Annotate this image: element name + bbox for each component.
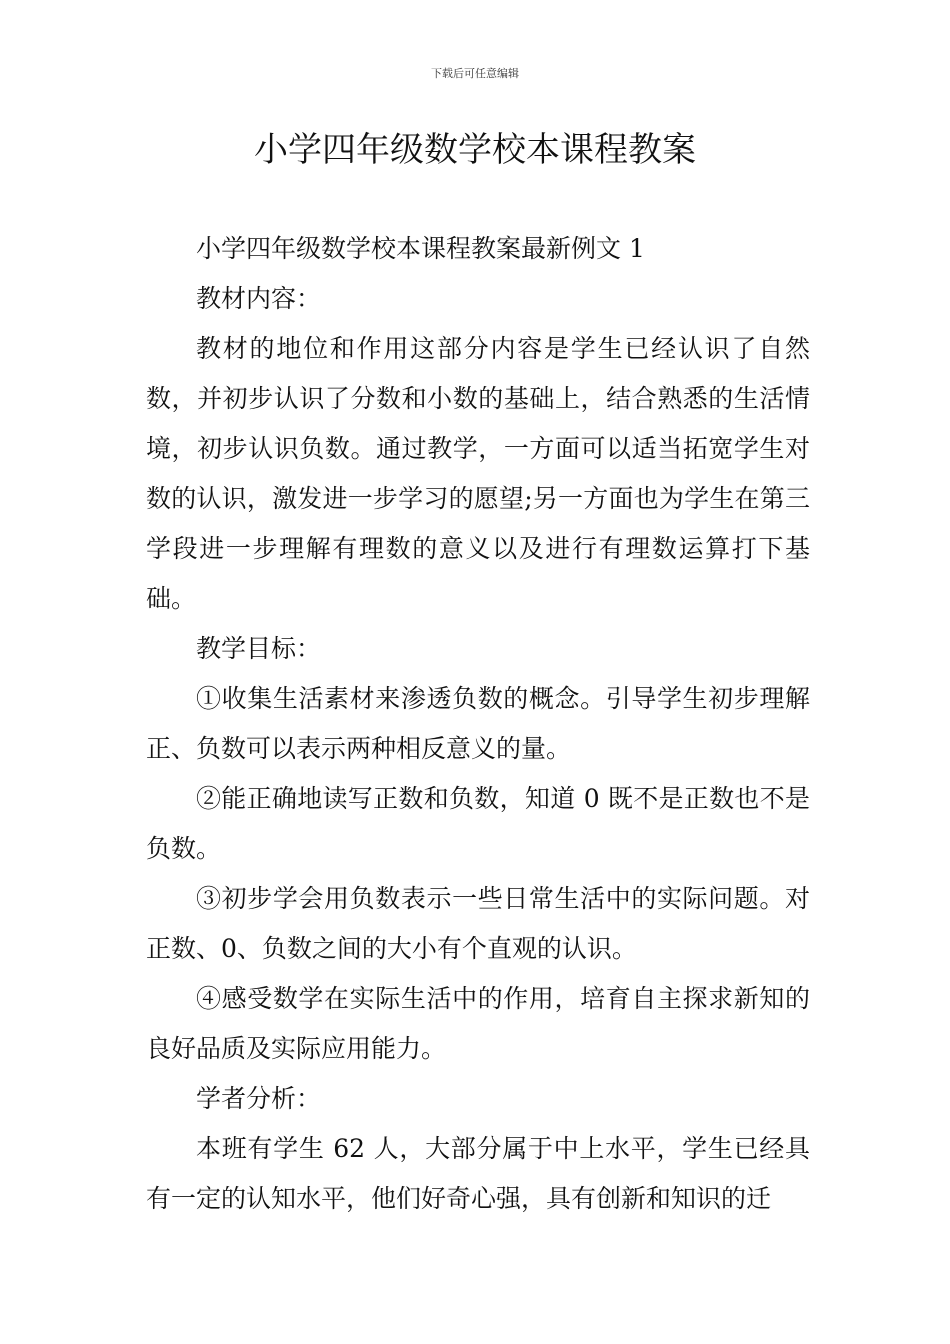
document-title: 小学四年级数学校本课程教案 — [254, 130, 696, 170]
paragraph-heading-materials: 教材内容： — [196, 284, 322, 313]
paragraph-goal-3: ③初步学会用负数表示一些日常生活中的实际问题。对正数、0、负数之间的大小有个直观的认识。 — [146, 884, 810, 963]
paragraph-materials-text: 教材的地位和作用这部分内容是学生已经认识了自然数，并初步认识了分数和小数的基础上，结合熟悉的生活情境，初步认识负数。通过教学，一方面可以适当拓宽学生对数的认识，激发进一步学习的愿望;另一方面也为学生在第三学段进一步理解有理数的意义以及进行有理数运算打下基础。 — [146, 334, 810, 613]
header-note: 下载后可任意编辑 — [431, 67, 519, 80]
paragraph-goal-2: ②能正确地读写正数和负数，知道 0 既不是正数也不是负数。 — [146, 784, 810, 863]
paragraph-goal-4: ④感受数学在实际生活中的作用，培育自主探求新知的良好品质及实际应用能力。 — [146, 984, 810, 1063]
paragraph-goal-1: ①收集生活素材来渗透负数的概念。引导学生初步理解正、负数可以表示两种相反意义的量。 — [146, 684, 810, 763]
paragraph-heading-goals: 教学目标： — [196, 634, 322, 663]
paragraph-heading-analysis: 学者分析： — [196, 1084, 322, 1113]
paragraph-analysis-text: 本班有学生 62 人，大部分属于中上水平，学生已经具有一定的认知水平，他们好奇心强，具有创新和知识的迁 — [146, 1134, 810, 1213]
paragraph-subtitle: 小学四年级数学校本课程教案最新例文 1 — [196, 234, 645, 263]
document-body — [146, 224, 810, 1224]
